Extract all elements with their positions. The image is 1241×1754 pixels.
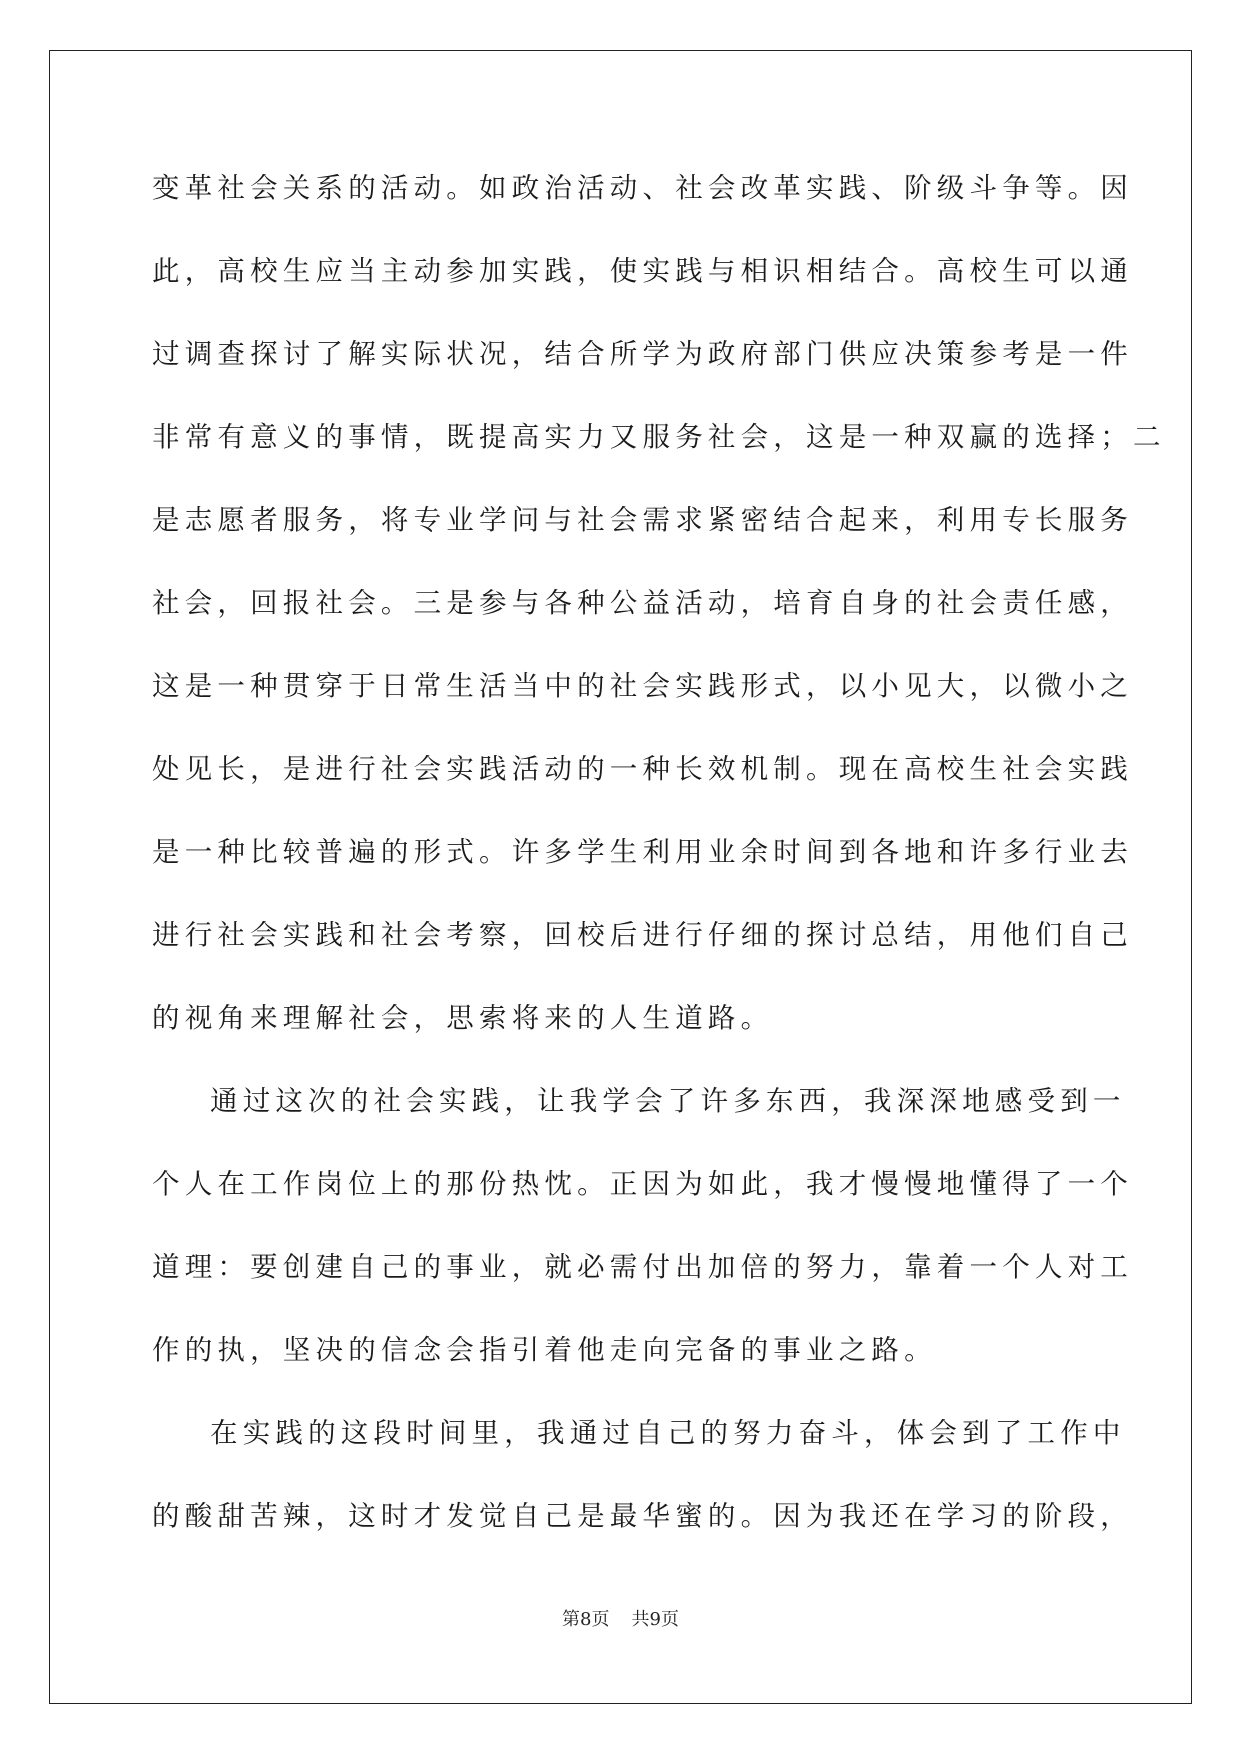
text-line: 作的执，坚决的信念会指引着他走向完备的事业之路。 [152, 1334, 937, 1366]
text-line: 是志愿者服务，将专业学问与社会需求紧密结合起来，利用专长服务 [152, 504, 1133, 536]
current-page-label: 第8页 [562, 1609, 610, 1630]
document-body [152, 165, 1166, 1576]
text-line: 进行社会实践和社会考察，回校后进行仔细的探讨总结，用他们自己 [152, 919, 1133, 951]
paragraph-start-line: 通过这次的社会实践，让我学会了许多东西，我深深地感受到一 [210, 1085, 1126, 1117]
text-line: 是一种比较普遍的形式。许多学生利用业余时间到各地和许多行业去 [152, 836, 1133, 868]
total-pages-label: 共9页 [631, 1609, 679, 1630]
text-line: 道理：要创建自己的事业，就必需付出加倍的努力，靠着一个人对工 [152, 1251, 1133, 1283]
text-line: 的视角来理解社会，思索将来的人生道路。 [152, 1002, 774, 1034]
text-line: 此，高校生应当主动参加实践，使实践与相识相结合。高校生可以通 [152, 255, 1133, 287]
text-line: 过调查探讨了解实际状况，结合所学为政府部门供应决策参考是一件 [152, 338, 1133, 370]
text-line: 个人在工作岗位上的那份热忱。正因为如此，我才慢慢地懂得了一个 [152, 1168, 1133, 1200]
text-line: 变革社会关系的活动。如政治活动、社会改革实践、阶级斗争等。因 [152, 172, 1133, 204]
text-line: 非常有意义的事情，既提高实力又服务社会，这是一种双赢的选择；二 [152, 421, 1166, 453]
text-line: 社会，回报社会。三是参与各种公益活动，培育自身的社会责任感， [152, 587, 1133, 619]
text-line: 的酸甜苦辣，这时才发觉自己是最华蜜的。因为我还在学习的阶段， [152, 1500, 1133, 1532]
paragraph-start-line: 在实践的这段时间里，我通过自己的努力奋斗，体会到了工作中 [210, 1417, 1126, 1449]
text-line: 这是一种贯穿于日常生活当中的社会实践形式，以小见大，以微小之 [152, 670, 1133, 702]
page-footer [0, 1609, 1241, 1631]
text-line: 处见长，是进行社会实践活动的一种长效机制。现在高校生社会实践 [152, 753, 1133, 785]
